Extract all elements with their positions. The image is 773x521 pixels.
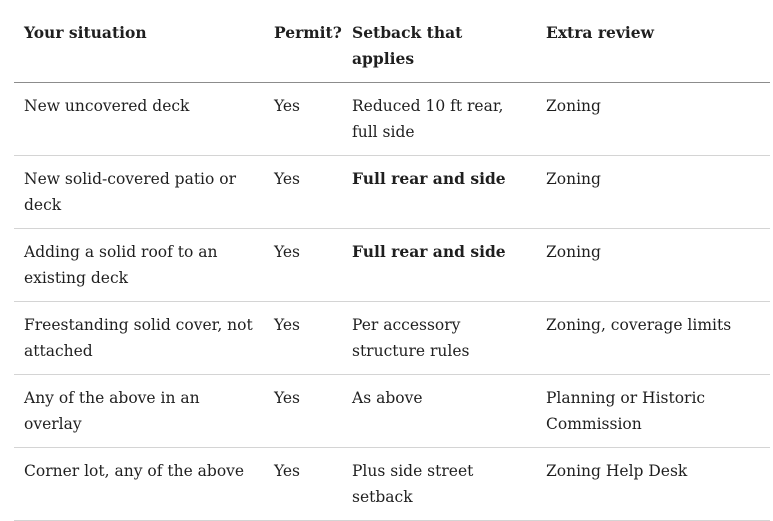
cell-setback: Reduced 10 ft rear, full side xyxy=(343,83,537,156)
header-situation: Your situation xyxy=(14,10,265,83)
table-body xyxy=(14,83,770,521)
table-row xyxy=(14,302,770,375)
cell-permit: Yes xyxy=(265,302,343,375)
cell-permit: Yes xyxy=(265,448,343,521)
cell-review: Planning or Historic Commission xyxy=(537,375,770,448)
cell-setback: Full rear and side xyxy=(343,229,537,302)
header-review: Extra review xyxy=(537,10,770,83)
cell-situation: Adding a solid roof to an existing deck xyxy=(14,229,265,302)
cell-situation: Freestanding solid cover, not attached xyxy=(14,302,265,375)
table-header xyxy=(14,10,770,83)
table-row xyxy=(14,156,770,229)
cell-setback: As above xyxy=(343,375,537,448)
cell-review: Zoning Help Desk xyxy=(537,448,770,521)
cell-review: Zoning xyxy=(537,83,770,156)
cell-setback: Per accessory structure rules xyxy=(343,302,537,375)
cell-permit: Yes xyxy=(265,375,343,448)
cell-permit: Yes xyxy=(265,229,343,302)
table-row xyxy=(14,229,770,302)
cell-permit: Yes xyxy=(265,156,343,229)
cell-review: Zoning xyxy=(537,229,770,302)
cell-situation: Corner lot, any of the above xyxy=(14,448,265,521)
cell-permit: Yes xyxy=(265,83,343,156)
table-row xyxy=(14,448,770,521)
cell-situation: New uncovered deck xyxy=(14,83,265,156)
cell-review: Zoning xyxy=(537,156,770,229)
cell-situation: New solid-covered patio or deck xyxy=(14,156,265,229)
table-row xyxy=(14,83,770,156)
cell-setback: Full rear and side xyxy=(343,156,537,229)
cell-review: Zoning, coverage limits xyxy=(537,302,770,375)
header-row xyxy=(14,10,770,83)
cell-setback: Plus side street setback xyxy=(343,448,537,521)
table-row xyxy=(14,375,770,448)
header-permit: Permit? xyxy=(265,10,343,83)
header-setback: Setback that applies xyxy=(343,10,537,83)
cell-situation: Any of the above in an overlay xyxy=(14,375,265,448)
permit-setback-table xyxy=(14,10,770,521)
